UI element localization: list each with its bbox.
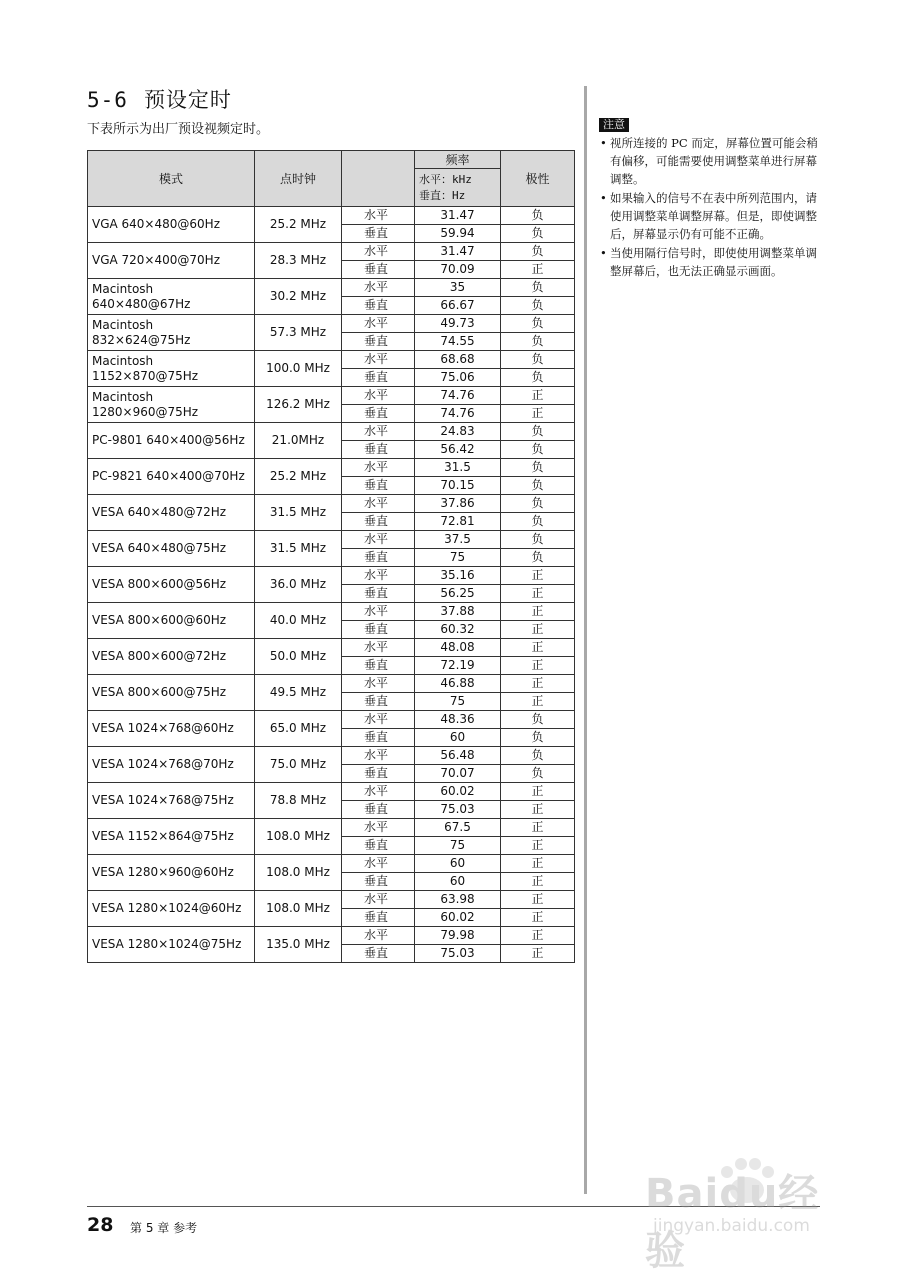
cell-vertical-polarity: 负: [501, 729, 575, 747]
cell-vertical-label: 垂直: [342, 261, 415, 279]
cell-dot-clock: 78.8 MHz: [255, 783, 342, 819]
cell-vertical-polarity: 正: [501, 585, 575, 603]
cell-vertical-label: 垂直: [342, 621, 415, 639]
header-dot-clock: 点时钟: [255, 151, 342, 207]
cell-horizontal-label: 水平: [342, 747, 415, 765]
cell-dot-clock: 57.3 MHz: [255, 315, 342, 351]
cell-horizontal-polarity: 正: [501, 387, 575, 405]
cell-horizontal-frequency: 35.16: [415, 567, 501, 585]
cell-horizontal-polarity: 正: [501, 639, 575, 657]
table-row: [88, 207, 575, 225]
table-row: [88, 639, 575, 657]
cell-mode: VESA 1280×1024@75Hz: [88, 927, 255, 963]
cell-horizontal-label: 水平: [342, 387, 415, 405]
cell-vertical-label: 垂直: [342, 657, 415, 675]
cell-vertical-polarity: 负: [501, 333, 575, 351]
cell-vertical-polarity: 正: [501, 405, 575, 423]
cell-dot-clock: 65.0 MHz: [255, 711, 342, 747]
cell-mode: VESA 1024×768@60Hz: [88, 711, 255, 747]
cell-vertical-label: 垂直: [342, 837, 415, 855]
cell-dot-clock: 31.5 MHz: [255, 495, 342, 531]
table-row: [88, 243, 575, 261]
cell-horizontal-polarity: 负: [501, 711, 575, 729]
cell-dot-clock: 135.0 MHz: [255, 927, 342, 963]
cell-vertical-label: 垂直: [342, 585, 415, 603]
cell-vertical-label: 垂直: [342, 549, 415, 567]
cell-horizontal-label: 水平: [342, 567, 415, 585]
cell-vertical-frequency: 75: [415, 693, 501, 711]
cell-vertical-polarity: 负: [501, 513, 575, 531]
cell-horizontal-frequency: 31.5: [415, 459, 501, 477]
cell-vertical-polarity: 负: [501, 225, 575, 243]
table-row: [88, 603, 575, 621]
cell-vertical-polarity: 负: [501, 477, 575, 495]
cell-mode: PC-9821 640×400@70Hz: [88, 459, 255, 495]
cell-mode: VESA 640×480@75Hz: [88, 531, 255, 567]
cell-dot-clock: 31.5 MHz: [255, 531, 342, 567]
cell-horizontal-label: 水平: [342, 783, 415, 801]
cell-horizontal-label: 水平: [342, 891, 415, 909]
cell-mode: Macintosh 832×624@75Hz: [88, 315, 255, 351]
cell-vertical-frequency: 74.55: [415, 333, 501, 351]
cell-dot-clock: 100.0 MHz: [255, 351, 342, 387]
cell-vertical-frequency: 59.94: [415, 225, 501, 243]
cell-dot-clock: 126.2 MHz: [255, 387, 342, 423]
cell-vertical-label: 垂直: [342, 945, 415, 963]
cell-horizontal-polarity: 负: [501, 207, 575, 225]
cell-vertical-label: 垂直: [342, 477, 415, 495]
cell-horizontal-frequency: 24.83: [415, 423, 501, 441]
cell-horizontal-polarity: 负: [501, 423, 575, 441]
cell-vertical-polarity: 负: [501, 297, 575, 315]
cell-vertical-polarity: 正: [501, 873, 575, 891]
cell-vertical-frequency: 60.32: [415, 621, 501, 639]
cell-horizontal-label: 水平: [342, 423, 415, 441]
cell-horizontal-label: 水平: [342, 495, 415, 513]
cell-horizontal-label: 水平: [342, 315, 415, 333]
cell-mode: Macintosh 1280×960@75Hz: [88, 387, 255, 423]
cell-vertical-frequency: 70.09: [415, 261, 501, 279]
cell-dot-clock: 50.0 MHz: [255, 639, 342, 675]
cell-horizontal-frequency: 31.47: [415, 207, 501, 225]
cell-mode: VESA 640×480@72Hz: [88, 495, 255, 531]
cell-vertical-polarity: 负: [501, 549, 575, 567]
cell-dot-clock: 108.0 MHz: [255, 819, 342, 855]
cell-vertical-frequency: 56.25: [415, 585, 501, 603]
cell-mode: VESA 800×600@75Hz: [88, 675, 255, 711]
watermark: [645, 1150, 855, 1274]
cell-mode: VGA 640×480@60Hz: [88, 207, 255, 243]
cell-vertical-frequency: 75: [415, 837, 501, 855]
cell-horizontal-polarity: 正: [501, 603, 575, 621]
cell-dot-clock: 108.0 MHz: [255, 891, 342, 927]
cell-mode: VESA 800×600@56Hz: [88, 567, 255, 603]
cell-vertical-polarity: 负: [501, 441, 575, 459]
cell-dot-clock: 25.2 MHz: [255, 459, 342, 495]
cell-horizontal-polarity: 负: [501, 351, 575, 369]
table-row: [88, 891, 575, 909]
cell-horizontal-frequency: 31.47: [415, 243, 501, 261]
header-frequency-units: [415, 169, 501, 207]
cell-mode: VESA 1024×768@70Hz: [88, 747, 255, 783]
table-row: [88, 423, 575, 441]
cell-mode: VESA 800×600@60Hz: [88, 603, 255, 639]
cell-vertical-label: 垂直: [342, 405, 415, 423]
table-row: [88, 459, 575, 477]
cell-vertical-polarity: 正: [501, 837, 575, 855]
table-row: [88, 675, 575, 693]
note-item: • 视所连接的 PC 而定，屏幕位置可能会稍有偏移，可能需要使用调整菜单进行屏幕调整。: [600, 134, 820, 188]
cell-mode: VESA 800×600@72Hz: [88, 639, 255, 675]
cell-vertical-label: 垂直: [342, 297, 415, 315]
cell-horizontal-frequency: 46.88: [415, 675, 501, 693]
table-row: [88, 387, 575, 405]
cell-vertical-label: 垂直: [342, 441, 415, 459]
cell-horizontal-frequency: 56.48: [415, 747, 501, 765]
cell-vertical-frequency: 56.42: [415, 441, 501, 459]
cell-dot-clock: 36.0 MHz: [255, 567, 342, 603]
table-row: [88, 711, 575, 729]
cell-horizontal-label: 水平: [342, 675, 415, 693]
cell-vertical-label: 垂直: [342, 873, 415, 891]
cell-dot-clock: 75.0 MHz: [255, 747, 342, 783]
cell-horizontal-label: 水平: [342, 819, 415, 837]
table-row: [88, 927, 575, 945]
cell-horizontal-polarity: 正: [501, 783, 575, 801]
preset-timing-table: [87, 150, 575, 963]
column-divider: [584, 86, 587, 1194]
cell-horizontal-label: 水平: [342, 279, 415, 297]
cell-horizontal-label: 水平: [342, 855, 415, 873]
cell-vertical-polarity: 正: [501, 945, 575, 963]
unit-vertical: 垂直：Hz: [419, 188, 466, 202]
cell-horizontal-polarity: 负: [501, 459, 575, 477]
cell-horizontal-polarity: 正: [501, 675, 575, 693]
cell-horizontal-frequency: 49.73: [415, 315, 501, 333]
cell-horizontal-frequency: 48.36: [415, 711, 501, 729]
cell-vertical-label: 垂直: [342, 369, 415, 387]
table-row: [88, 351, 575, 369]
cell-vertical-frequency: 60: [415, 729, 501, 747]
cell-horizontal-polarity: 负: [501, 243, 575, 261]
cell-mode: VESA 1152×864@75Hz: [88, 819, 255, 855]
table-row: [88, 279, 575, 297]
cell-vertical-frequency: 60.02: [415, 909, 501, 927]
cell-mode: Macintosh 640×480@67Hz: [88, 279, 255, 315]
cell-horizontal-label: 水平: [342, 207, 415, 225]
cell-dot-clock: 40.0 MHz: [255, 603, 342, 639]
section-subtitle: 下表所示为出厂预设视频定时。: [87, 122, 270, 137]
note-item: • 如果输入的信号不在表中所列范围内，请使用调整菜单调整屏幕。但是，即使调整后，屏幕显示仍有可能不正确。: [600, 189, 820, 243]
table-row: [88, 819, 575, 837]
cell-horizontal-frequency: 74.76: [415, 387, 501, 405]
cell-mode: VESA 1024×768@75Hz: [88, 783, 255, 819]
cell-horizontal-label: 水平: [342, 531, 415, 549]
table-row: [88, 567, 575, 585]
cell-horizontal-label: 水平: [342, 927, 415, 945]
cell-dot-clock: 30.2 MHz: [255, 279, 342, 315]
note-list: [600, 134, 820, 281]
cell-horizontal-polarity: 正: [501, 891, 575, 909]
cell-horizontal-frequency: 37.5: [415, 531, 501, 549]
header-frequency: 频率: [415, 151, 501, 169]
cell-vertical-polarity: 负: [501, 765, 575, 783]
cell-vertical-label: 垂直: [342, 765, 415, 783]
cell-mode: VESA 1280×960@60Hz: [88, 855, 255, 891]
cell-horizontal-label: 水平: [342, 351, 415, 369]
cell-horizontal-frequency: 79.98: [415, 927, 501, 945]
cell-vertical-polarity: 正: [501, 693, 575, 711]
cell-horizontal-polarity: 正: [501, 927, 575, 945]
cell-vertical-frequency: 60: [415, 873, 501, 891]
cell-mode: Macintosh 1152×870@75Hz: [88, 351, 255, 387]
cell-horizontal-frequency: 37.86: [415, 495, 501, 513]
header-polarity: 极性: [501, 151, 575, 207]
note-item: • 当使用隔行信号时，即使使用调整菜单调整屏幕后，也无法正确显示画面。: [600, 244, 820, 280]
table-row: [88, 495, 575, 513]
cell-horizontal-frequency: 68.68: [415, 351, 501, 369]
cell-vertical-label: 垂直: [342, 225, 415, 243]
cell-mode: VESA 1280×1024@60Hz: [88, 891, 255, 927]
cell-horizontal-frequency: 48.08: [415, 639, 501, 657]
cell-vertical-frequency: 72.81: [415, 513, 501, 531]
table-row: [88, 315, 575, 333]
cell-horizontal-frequency: 35: [415, 279, 501, 297]
cell-vertical-frequency: 75.03: [415, 801, 501, 819]
cell-horizontal-polarity: 正: [501, 855, 575, 873]
cell-horizontal-polarity: 负: [501, 495, 575, 513]
section-number: 5-6: [87, 88, 128, 112]
table-body: [88, 207, 575, 963]
cell-vertical-label: 垂直: [342, 801, 415, 819]
cell-vertical-frequency: 70.07: [415, 765, 501, 783]
cell-vertical-frequency: 70.15: [415, 477, 501, 495]
cell-horizontal-polarity: 负: [501, 531, 575, 549]
cell-vertical-polarity: 正: [501, 801, 575, 819]
cell-vertical-frequency: 72.19: [415, 657, 501, 675]
unit-horizontal: 水平：kHz: [419, 172, 472, 186]
cell-horizontal-frequency: 60.02: [415, 783, 501, 801]
cell-horizontal-frequency: 67.5: [415, 819, 501, 837]
cell-horizontal-label: 水平: [342, 603, 415, 621]
cell-vertical-label: 垂直: [342, 693, 415, 711]
cell-mode: PC-9801 640×400@56Hz: [88, 423, 255, 459]
cell-vertical-polarity: 正: [501, 621, 575, 639]
table-row: [88, 783, 575, 801]
cell-horizontal-label: 水平: [342, 711, 415, 729]
cell-vertical-polarity: 正: [501, 657, 575, 675]
cell-vertical-frequency: 74.76: [415, 405, 501, 423]
cell-horizontal-frequency: 37.88: [415, 603, 501, 621]
note-badge: 注意: [599, 118, 629, 132]
cell-dot-clock: 108.0 MHz: [255, 855, 342, 891]
chapter-label: 第 5 章 参考: [130, 1221, 198, 1235]
cell-mode: VGA 720×400@70Hz: [88, 243, 255, 279]
cell-vertical-frequency: 75: [415, 549, 501, 567]
cell-vertical-polarity: 负: [501, 369, 575, 387]
header-blank: [342, 151, 415, 207]
cell-vertical-frequency: 75.03: [415, 945, 501, 963]
cell-horizontal-polarity: 正: [501, 567, 575, 585]
cell-vertical-frequency: 66.67: [415, 297, 501, 315]
cell-dot-clock: 49.5 MHz: [255, 675, 342, 711]
table-row: [88, 531, 575, 549]
cell-vertical-frequency: 75.06: [415, 369, 501, 387]
section-title: [87, 84, 232, 114]
cell-vertical-label: 垂直: [342, 513, 415, 531]
cell-vertical-label: 垂直: [342, 909, 415, 927]
cell-horizontal-label: 水平: [342, 639, 415, 657]
cell-horizontal-polarity: 负: [501, 747, 575, 765]
cell-horizontal-label: 水平: [342, 243, 415, 261]
header-mode: 模式: [88, 151, 255, 207]
cell-horizontal-label: 水平: [342, 459, 415, 477]
cell-horizontal-frequency: 60: [415, 855, 501, 873]
table-row: [88, 855, 575, 873]
cell-dot-clock: 28.3 MHz: [255, 243, 342, 279]
page-number: 28: [87, 1214, 114, 1236]
cell-horizontal-polarity: 正: [501, 819, 575, 837]
watermark-brand: Baidu经验: [645, 1171, 820, 1274]
cell-horizontal-frequency: 63.98: [415, 891, 501, 909]
cell-vertical-label: 垂直: [342, 729, 415, 747]
cell-horizontal-polarity: 负: [501, 279, 575, 297]
cell-vertical-polarity: 正: [501, 261, 575, 279]
watermark-url: jingyan.baidu.com: [653, 1216, 810, 1236]
table-row: [88, 747, 575, 765]
cell-vertical-polarity: 正: [501, 909, 575, 927]
cell-horizontal-polarity: 负: [501, 315, 575, 333]
cell-vertical-label: 垂直: [342, 333, 415, 351]
section-title-text: 预设定时: [143, 88, 232, 112]
cell-dot-clock: 25.2 MHz: [255, 207, 342, 243]
cell-dot-clock: 21.0MHz: [255, 423, 342, 459]
